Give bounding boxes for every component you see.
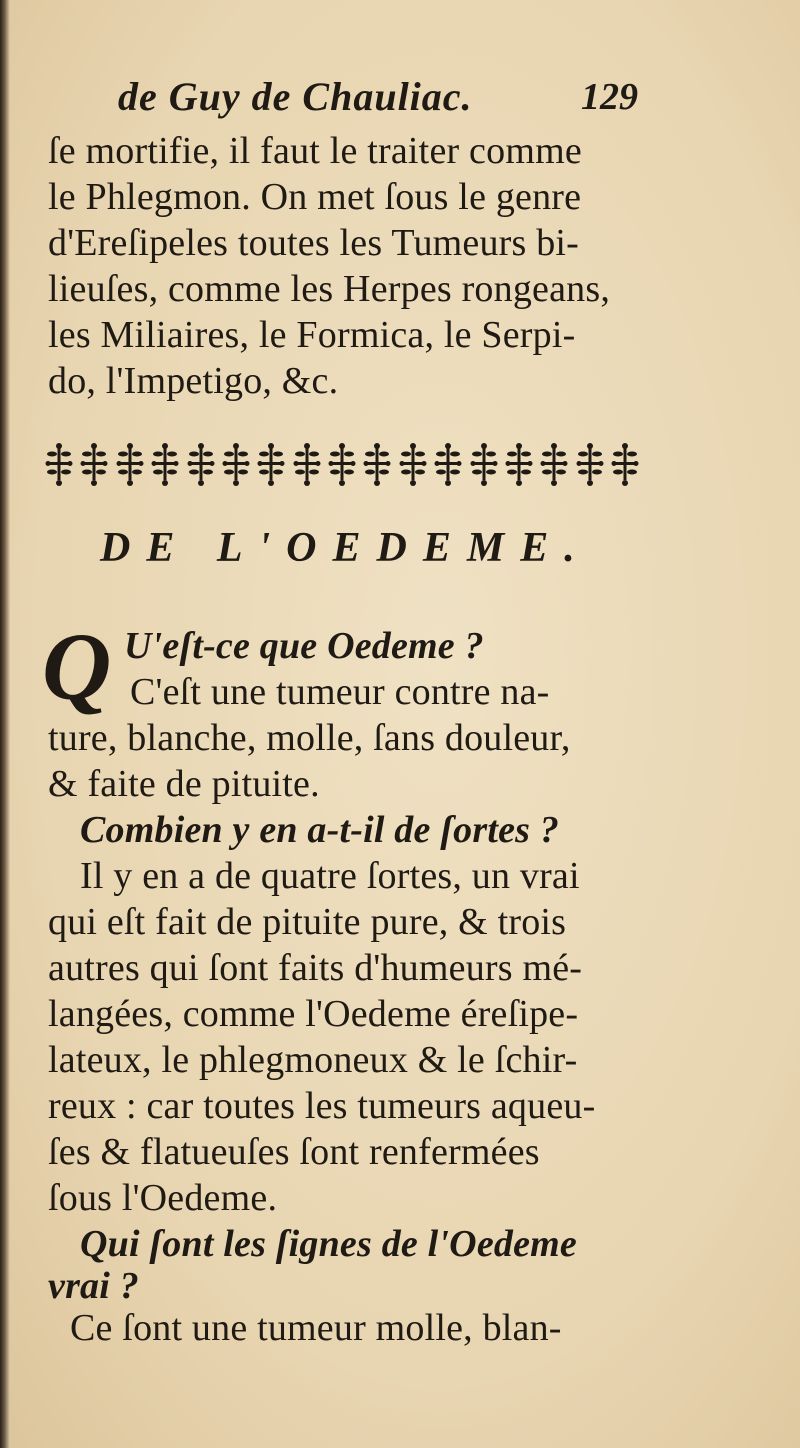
fleuron-icon (504, 440, 534, 488)
fleuron-icon (362, 440, 392, 488)
text-line: autres qui ſont faits d'humeurs mé- (48, 947, 583, 989)
text-line: ſous l'Oedeme. (48, 1177, 278, 1219)
fleuron-icon (256, 440, 286, 488)
fleuron-icon (292, 440, 322, 488)
page-binding-edge (0, 0, 10, 1448)
fleuron-icon (327, 440, 357, 488)
question-heading: Qui ſont les ſignes de l'Oedeme (80, 1223, 577, 1265)
text-line: lateux, le phlegmoneux & le ſchir- (48, 1039, 578, 1081)
question-heading: U'eſt-ce que Oedeme ? (124, 625, 484, 667)
fleuron-icon (398, 440, 428, 488)
fleuron-icon (433, 440, 463, 488)
text-line: ture, blanche, molle, ſans douleur, (48, 717, 571, 759)
fleuron-icon (44, 440, 74, 488)
fleuron-icon (115, 440, 145, 488)
page-number: 129 (581, 76, 638, 118)
fleuron-ornament-band (44, 438, 640, 490)
running-title: de Guy de Chauliac. (118, 74, 473, 119)
question-heading: Combien y en a-t-il de ſortes ? (80, 809, 560, 851)
text-line: do, l'Impetigo, &c. (48, 360, 339, 402)
fleuron-icon (221, 440, 251, 488)
text-line: le Phlegmon. On met ſous le genre (48, 176, 582, 218)
running-header (118, 72, 638, 122)
fleuron-icon (186, 440, 216, 488)
text-line: les Miliaires, le Formica, le Serpi- (48, 314, 576, 356)
text-line: ſes & flatueuſes ſont renfermées (48, 1131, 540, 1173)
drop-capital: Q (42, 613, 112, 720)
fleuron-icon (469, 440, 499, 488)
section-title: DE L'OEDEME. (100, 525, 591, 571)
question-heading-continued: vrai ? (48, 1265, 139, 1307)
fleuron-icon (575, 440, 605, 488)
text-line: & faite de pituite. (48, 763, 320, 805)
fleuron-icon (610, 440, 640, 488)
text-line: reux : car toutes les tumeurs aqueu- (48, 1085, 596, 1127)
text-line: C'eſt une tumeur contre na- (130, 671, 550, 713)
text-line: lieuſes, comme les Herpes rongeans, (48, 268, 611, 310)
text-line: qui eſt fait de pituite pure, & trois (48, 901, 567, 943)
fleuron-icon (539, 440, 569, 488)
fleuron-icon (79, 440, 109, 488)
text-line: ſe mortifie, il faut le traiter comme (48, 130, 582, 172)
fleuron-icon (150, 440, 180, 488)
text-line: langées, comme l'Oedeme éreſipe- (48, 993, 579, 1035)
text-line: Ce ſont une tumeur molle, blan- (70, 1307, 562, 1349)
text-line: d'Ereſipeles toutes les Tumeurs bi- (48, 222, 580, 264)
text-line: Il y en a de quatre ſortes, un vrai (80, 855, 580, 897)
